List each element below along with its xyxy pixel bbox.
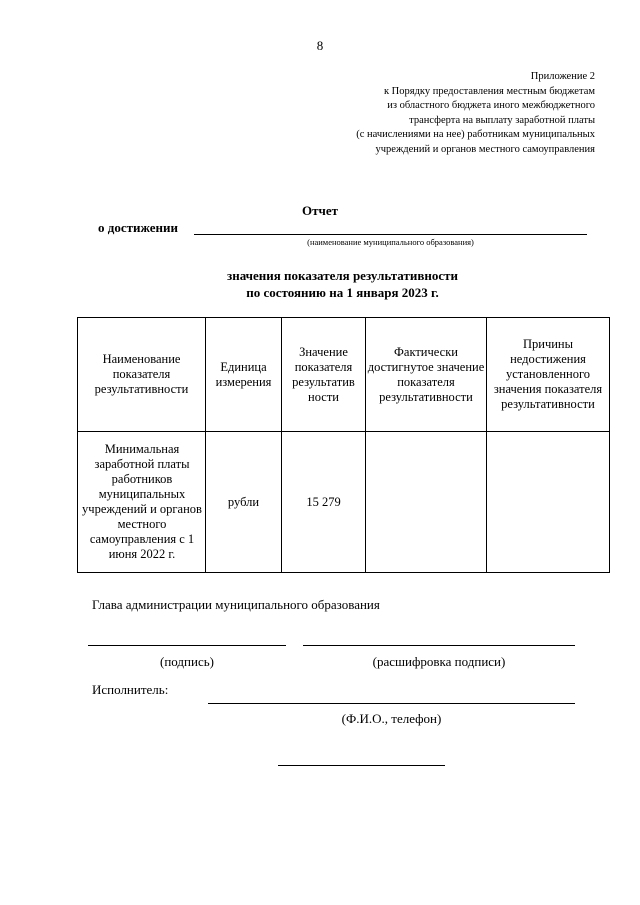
page-number: 8: [316, 38, 324, 53]
header-reasons: Причины недостижения установленного значения показателя результативности: [487, 318, 610, 432]
subtitle-line2: по состоянию на 1 января 2023 г.: [246, 285, 439, 300]
header-indicator-value: Значение показателя результатив ности: [282, 318, 366, 432]
appendix-line: к Порядку предоставления местным бюджетам: [383, 85, 595, 97]
appendix-line: (с начислениями на нее) работникам муниципальных: [356, 129, 595, 140]
end-divider: [278, 765, 445, 766]
appendix-line: учреждений и органов местного самоуправления: [375, 143, 595, 155]
cell-reasons[interactable]: [487, 432, 610, 573]
appendix-line: из областного бюджета иного межбюджетного: [387, 100, 595, 111]
decoding-caption: (расшифровка подписи): [372, 654, 506, 669]
report-table: [77, 317, 610, 573]
report-subtitle: [0, 267, 640, 301]
signature-line[interactable]: [88, 645, 286, 646]
appendix-block: [265, 70, 595, 157]
executor-caption: (Ф.И.О., телефон): [341, 711, 442, 726]
report-title: Отчет: [302, 203, 338, 218]
table-row: [78, 432, 610, 573]
cell-actual-value[interactable]: [366, 432, 487, 573]
head-title: Глава администрации муниципального образования: [92, 597, 380, 612]
header-actual-value: Фактически достигнутое значение показателя результативности: [366, 318, 487, 432]
executor-label: Исполнитель:: [92, 682, 169, 697]
table-header-row: [78, 318, 610, 432]
municipality-name-line[interactable]: [194, 234, 587, 235]
cell-value: 15 279: [282, 432, 366, 573]
header-indicator-name: Наименование показателя результативности: [78, 318, 206, 432]
cell-unit: рубли: [206, 432, 282, 573]
header-unit: Единица измерения: [206, 318, 282, 432]
subtitle-line1: значения показателя результативности: [226, 268, 458, 283]
achievement-label: о достижении: [98, 220, 178, 235]
signature-caption: (подпись): [160, 654, 214, 669]
municipality-caption: (наименование муниципального образования): [307, 237, 474, 247]
appendix-line: трансферта на выплату заработной платы: [409, 114, 595, 126]
executor-line[interactable]: [208, 703, 575, 704]
cell-indicator-name: Минимальная заработной платы работников муниципальных учреждений и органов местного самоуправления с 1 июня 2022 г.: [78, 432, 206, 573]
appendix-line: Приложение 2: [530, 71, 595, 82]
signature-decoding-line[interactable]: [303, 645, 575, 646]
